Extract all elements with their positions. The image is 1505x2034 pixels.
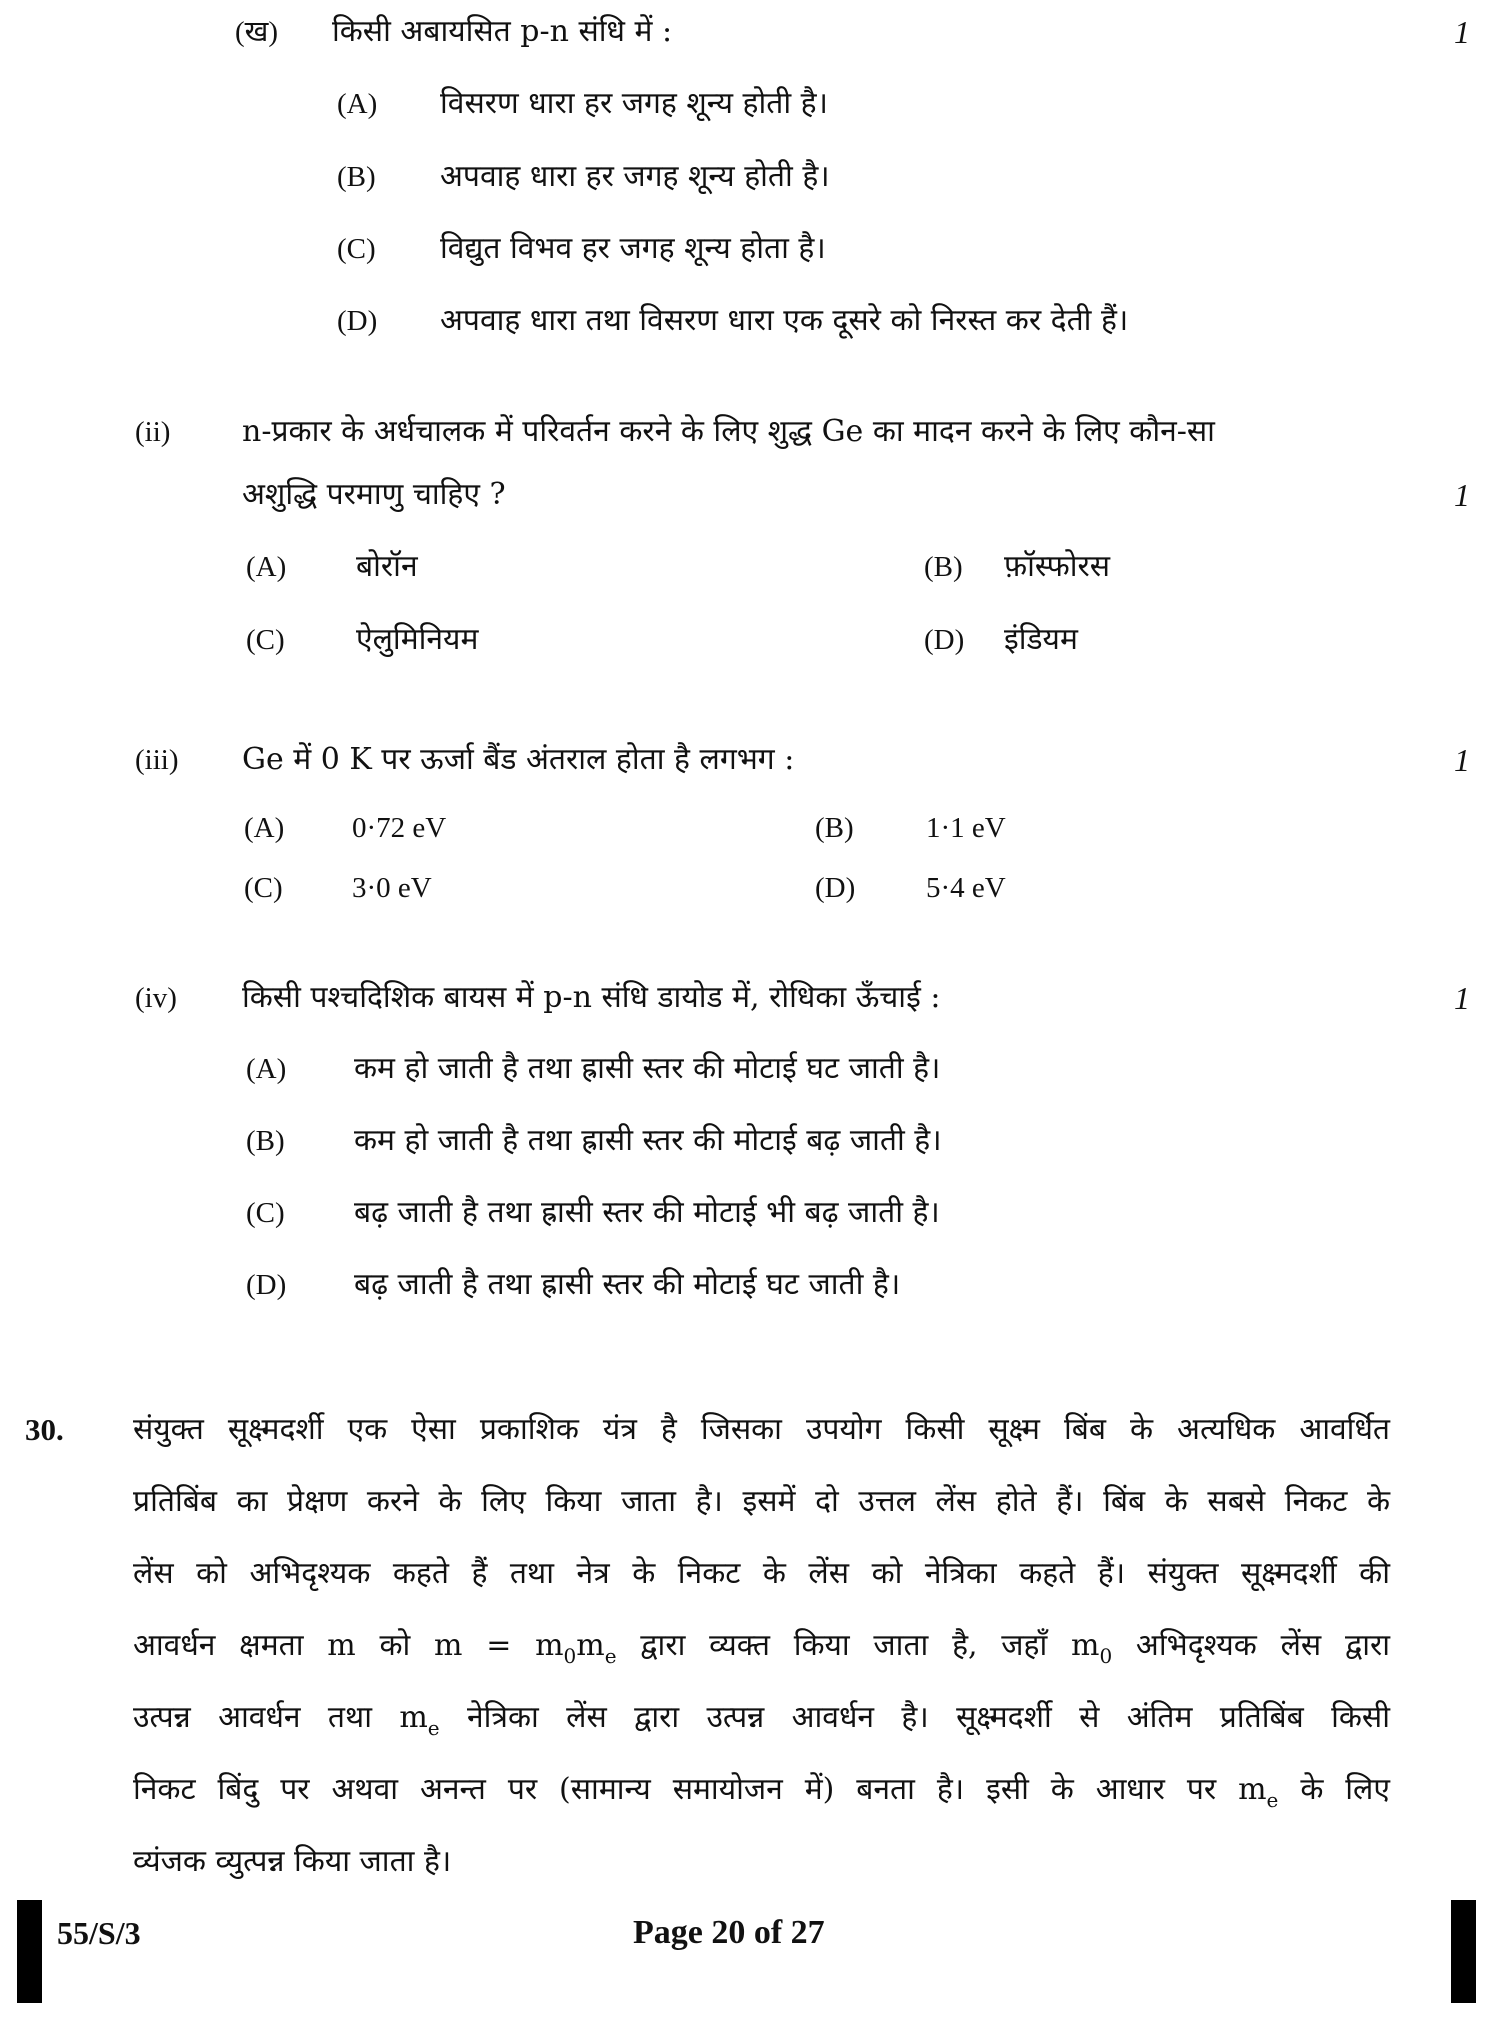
option-label: (C) (246, 1197, 285, 1229)
option-text: इंडियम (1004, 622, 1078, 657)
option-text: अपवाह धारा हर जगह शून्य होती है। (440, 159, 830, 194)
sub-question-label: (iv) (135, 982, 177, 1014)
marks: 1 (1454, 742, 1470, 778)
page-number: Page 20 of 27 (633, 1914, 825, 1951)
option-label: (B) (337, 161, 376, 193)
paragraph-line: प्रतिबिंब का प्रेक्षण करने के लिए किया जाता है। इसमें दो उत्तल लेंस होते हैं। बिंब के सबसे निकट के (133, 1484, 1390, 1519)
sub-question-label: (iii) (135, 744, 179, 776)
option-label: (C) (244, 872, 283, 904)
option-text: विसरण धारा हर जगह शून्य होती है। (440, 86, 828, 121)
option-label: (A) (246, 1053, 287, 1085)
paragraph-line: व्यंजक व्युत्पन्न किया जाता है। (133, 1844, 452, 1879)
option-label: (D) (815, 872, 856, 904)
marks: 1 (1454, 477, 1470, 513)
option-text: 3·0 eV (352, 872, 432, 904)
question-number: 30. (25, 1412, 64, 1447)
question-stem: किसी अबायसित p-n संधि में : (332, 14, 673, 49)
sub-question-label: (ख) (235, 16, 279, 48)
option-label: (B) (815, 812, 854, 844)
option-label: (B) (924, 551, 963, 583)
option-label: (A) (244, 812, 285, 844)
right-margin-bar (1451, 1900, 1476, 2003)
option-label: (A) (246, 551, 287, 583)
option-text: कम हो जाती है तथा ह्रासी स्तर की मोटाई घट जाती है। (354, 1051, 941, 1086)
option-text: बढ़ जाती है तथा ह्रासी स्तर की मोटाई भी बढ़ जाती है। (354, 1195, 940, 1230)
paragraph-line: उत्पन्न आवर्धन तथा $m_e$ नेत्रिका लेंस द्वारा उत्पन्न आवर्धन है। सूक्ष्मदर्शी से अंतिम प्रतिबिंब किसी (133, 1700, 1390, 1740)
option-text: बढ़ जाती है तथा ह्रासी स्तर की मोटाई घट जाती है। (354, 1267, 901, 1302)
option-label: (A) (337, 88, 378, 120)
option-label: (D) (924, 624, 965, 656)
option-text: फ़ॉस्फोरस (1004, 549, 1111, 584)
option-text: 1·1 eV (926, 812, 1006, 844)
option-label: (C) (337, 233, 376, 265)
question-stem: किसी पश्चदिशिक बायस में p-n संधि डायोड में, रोधिका ऊँचाई : (242, 980, 941, 1015)
marks: 1 (1454, 980, 1470, 1016)
paragraph-line: लेंस को अभिदृश्यक कहते हैं तथा नेत्र के निकट के लेंस को नेत्रिका कहते हैं। संयुक्त सूक्ष्मदर्शी की (133, 1556, 1390, 1591)
option-text: कम हो जाती है तथा ह्रासी स्तर की मोटाई बढ़ जाती है। (354, 1123, 942, 1158)
option-text: विद्युत विभव हर जगह शून्य होता है। (440, 231, 826, 266)
paper-code: 55/S/3 (57, 1915, 141, 1951)
paragraph-line: संयुक्त सूक्ष्मदर्शी एक ऐसा प्रकाशिक यंत्र है जिसका उपयोग किसी सूक्ष्म बिंब के अत्यधिक आवर्धित (133, 1412, 1390, 1447)
question-stem-line2: अशुद्धि परमाणु चाहिए ? (242, 477, 506, 512)
option-text: ऐलुमिनियम (356, 622, 479, 657)
option-text: अपवाह धारा तथा विसरण धारा एक दूसरे को निरस्त कर देती हैं। (440, 303, 1129, 338)
left-margin-bar (17, 1900, 42, 2003)
option-label: (D) (337, 305, 378, 337)
sub-question-label: (ii) (135, 416, 171, 448)
option-text: 5·4 eV (926, 872, 1006, 904)
marks: 1 (1454, 14, 1470, 50)
question-stem: Ge में 0 K पर ऊर्जा बैंड अंतराल होता है लगभग : (242, 742, 795, 777)
question-stem-line1: n-प्रकार के अर्धचालक में परिवर्तन करने के लिए शुद्ध Ge का मादन करने के लिए कौन-सा (242, 414, 1215, 449)
option-label: (C) (246, 624, 285, 656)
paragraph-line: निकट बिंदु पर अथवा अनन्त पर (सामान्य समायोजन में) बनता है। इसी के आधार पर $m_e$ के लिए (133, 1772, 1390, 1812)
option-text: 0·72 eV (352, 812, 447, 844)
option-label: (B) (246, 1125, 285, 1157)
option-label: (D) (246, 1269, 287, 1301)
option-text: बोरॉन (356, 549, 418, 584)
paragraph-line: आवर्धन क्षमता m को $m = m_0m_e$ द्वारा व्यक्त किया जाता है, जहाँ $m_0$ अभिदृश्यक लेंस द्वारा (133, 1628, 1391, 1668)
